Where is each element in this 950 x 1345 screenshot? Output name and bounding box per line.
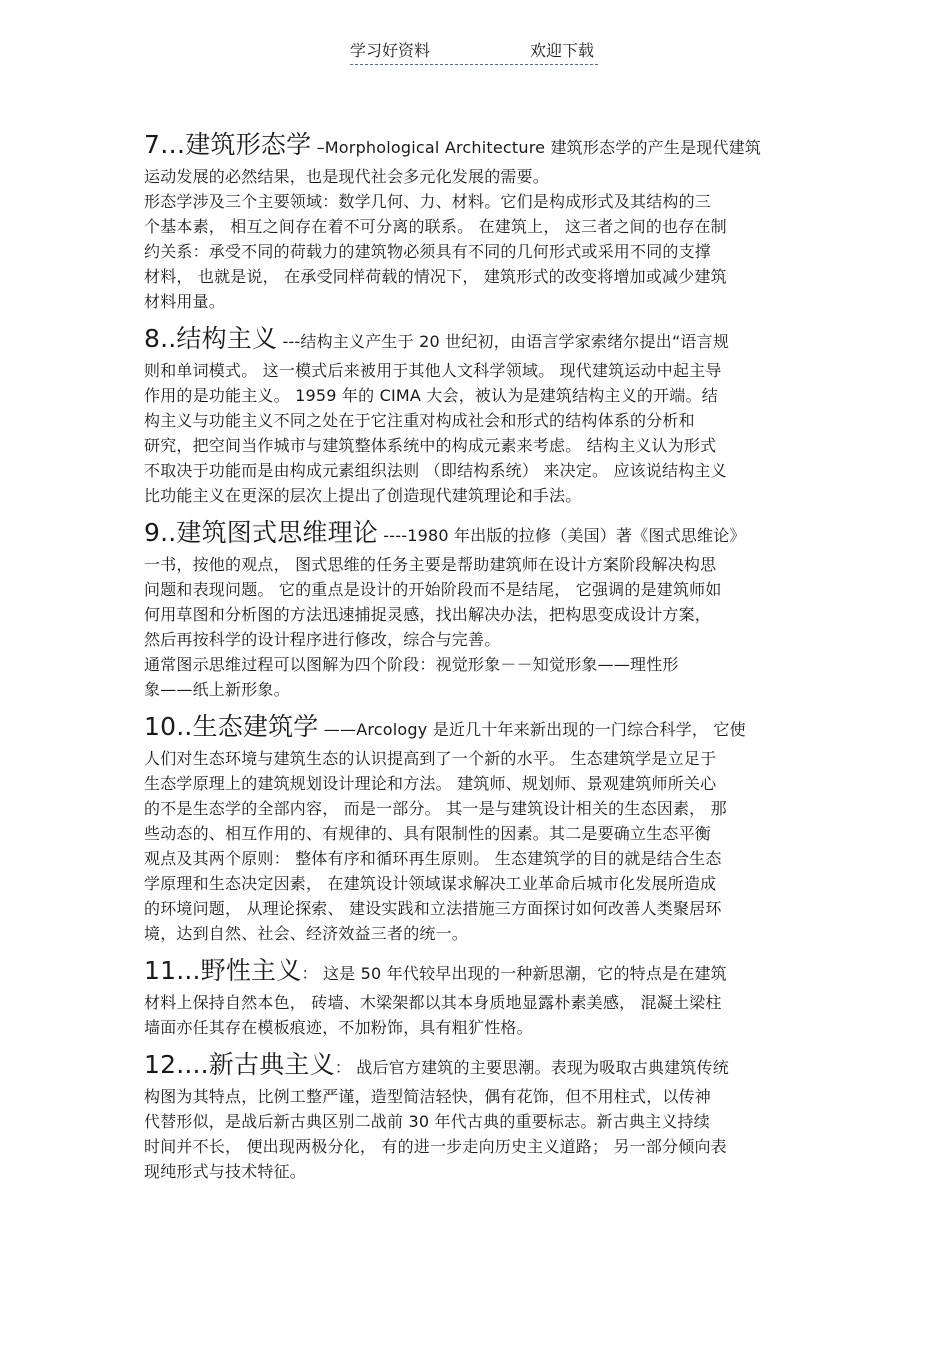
- section-first-line: ----1980 年出版的拉修（美国）著《图式思维论》: [378, 526, 746, 545]
- section-body: 人们对生态环境与建筑生态的认识提高到了一个新的水平。 生态建筑学是立足于 生态学原理上的建筑规划设计理论和方法。 建筑师、规划师、景观建筑师所关心 的不是生态学的全部内容， 而是一部分。 其一是与建筑设计相关的生态因素， 那 些动态的、相互作用的、有规律的、具有限制性的因素。其二是要确立生态平衡 观点及其两个原则： 整体有序和循环再生原则。 生态建筑学的目的就是结合生态 学原理和生态决定因素， 在建筑设计领域谋求解决工业革命后城市化发展所造成 的环境问题， 从理论探索、 建设实践和立法措施三方面探讨如何改善人类聚居环 境，达到自然、社会、经济效益三者的统一。: [144, 749, 727, 943]
- section-first-line: ： 战后官方建筑的主要思潮。表现为吸取古典建筑传统: [334, 1058, 729, 1077]
- section-10: [144, 710, 806, 946]
- section-first-line: ： 这是 50 年代较早出现的一种新思潮，它的特点是在建筑: [301, 964, 727, 983]
- section-title: 11...野性主义: [144, 956, 302, 985]
- header-left-text: 学习好资料: [350, 41, 431, 60]
- section-title: 10..生态建筑学: [144, 712, 319, 741]
- section-7: [144, 128, 806, 314]
- section-first-line: ——Arcology 是近几十年来新出现的一门综合科学， 它使: [318, 720, 746, 739]
- section-title: 12....新古典主义: [144, 1050, 335, 1079]
- section-12: [144, 1048, 806, 1184]
- header-right-text: 欢迎下载: [529, 41, 594, 60]
- section-9: [144, 516, 806, 702]
- section-title: 9..建筑图式思维理论: [144, 518, 379, 547]
- section-body: 构图为其特点，比例工整严谨，造型简洁轻快，偶有花饰，但不用柱式，以传神 代替形似，是战后新古典区别二战前 30 年代古典的重要标志。新古典主义持续 时间并不长， 便出现两极分化， 有的进一步走向历史主义道路； 另一部分倾向表 现纯形式与技术特征。: [144, 1087, 727, 1181]
- section-title: 7…建筑形态学: [144, 130, 312, 159]
- section-title: 8..结构主义: [144, 324, 278, 353]
- page-header: [350, 40, 598, 65]
- section-11: [144, 954, 806, 1040]
- section-body: 材料上保持自然本色， 砖墙、木梁架都以其本身质地显露朴素美感， 混凝土梁柱 墙面亦任其存在模板痕迹，不加粉饰，具有粗犷性格。: [144, 993, 722, 1037]
- section-8: [144, 322, 806, 508]
- section-first-line: ---结构主义产生于 20 世纪初，由语言学家索绪尔提出“语言规: [277, 332, 730, 351]
- section-body: 一书，按他的观点， 图式思维的任务主要是帮助建筑师在设计方案阶段解决构思 问题和表现问题。 它的重点是设计的开始阶段而不是结尾， 它强调的是建筑师如 何用草图和分析图的方法迅速捕捉灵感，找出解决办法，把构思变成设计方案， 然后再按科学的设计程序进行修改，综合与完善。 通常图示思维过程可以图解为四个阶段：视觉形象－－知觉形象——理性形 象——纸上新形象。: [144, 555, 722, 699]
- section-body: 运动发展的必然结果，也是现代社会多元化发展的需要。 形态学涉及三个主要领域：数学几何、力、材料。它们是构成形式及其结构的三 个基本素， 相互之间存在着不可分离的联系。 在建筑上， 这三者之间的也存在制 约关系：承受不同的荷载力的建筑物必须具有不同的几何形式或采用不同的支撑 材料， 也就是说， 在承受同样荷载的情况下， 建筑形式的改变将增加或减少建筑 材料用量。: [144, 167, 727, 311]
- section-first-line: –Morphological Architecture 建筑形态学的产生是现代建筑: [311, 138, 762, 157]
- document-body: [144, 128, 806, 1192]
- section-body: 则和单词模式。 这一模式后来被用于其他人文科学领域。 现代建筑运动中起主导 作用的是功能主义。 1959 年的 CIMA 大会，被认为是建筑结构主义的开端。结 构主义与功能主义不同之处在于它注重对构成社会和形式的结构体系的分析和 研究，把空间当作城市与建筑整体系统中的构成元素来考虑。 结构主义认为形式 不取决于功能而是由构成元素组织法则 （即结构系统） 来决定。 应该说结构主义 比功能主义在更深的层次上提出了创造现代建筑理论和手法。: [144, 361, 727, 505]
